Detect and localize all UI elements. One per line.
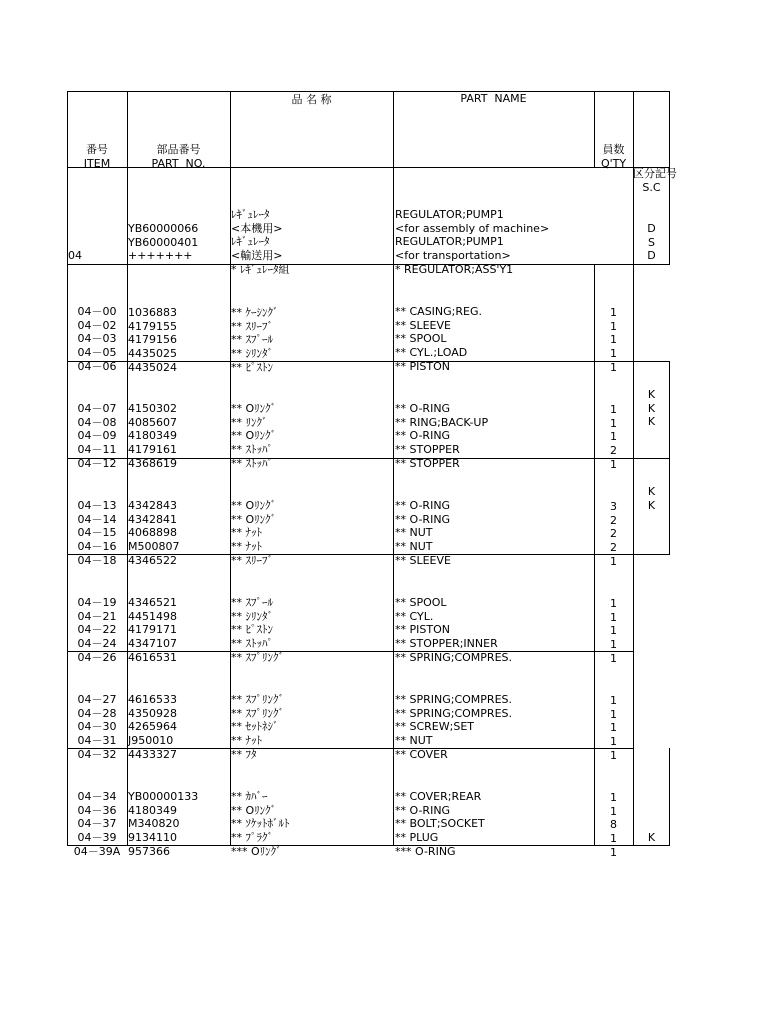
group-6-qty: 1 1 8 1 1 bbox=[610, 791, 617, 859]
group-5-qty: 1 1 1 1 1 bbox=[610, 694, 617, 762]
group-2-part-no: 4150302 4085607 4180349 4179161 4368619 bbox=[128, 402, 177, 470]
group-4-items: 04－19 04－21 04－22 04－24 04－26 bbox=[77, 596, 117, 664]
group-1-qty: 1 1 1 1 1 bbox=[610, 306, 617, 374]
group-3-part-no: 4342843 4342841 4068898 M500807 4346522 bbox=[128, 499, 180, 567]
group-5-jp-name: ** ｽﾌﾟﾘﾝｸﾞ ** ｽﾌﾟﾘﾝｸﾞ ** ｾｯﾄﾈｼﾞ ** ﾅｯﾄ ** ﾌﾀ bbox=[231, 693, 284, 761]
group-0-part-name: REGULATOR;PUMP1 <for assembly of machine> REGULATOR;PUMP1 <for transportation> * REGULATOR;ASS'Y1 bbox=[395, 208, 550, 276]
group-2-part-name: ** O-RING ** RING;BACK-UP ** O-RING ** STOPPER ** STOPPER bbox=[395, 402, 489, 470]
group-0-item: 04 bbox=[68, 249, 82, 262]
header-sc: 区分記号 S.C bbox=[633, 167, 677, 194]
header-jp-name: 品 名 称 bbox=[291, 93, 332, 106]
group-3-qty: 3 2 2 2 1 bbox=[610, 500, 617, 568]
group-5-part-name: ** SPRING;COMPRES. ** SPRING;COMPRES. ** SCREW;SET ** NUT ** COVER bbox=[395, 693, 512, 761]
header-item: 番号 ITEM bbox=[83, 143, 111, 170]
header-qty: 員数 Q'TY bbox=[600, 143, 627, 170]
group-2-qty: 1 1 1 2 1 bbox=[610, 403, 617, 471]
group-4-jp-name: ** ｽﾌﾟｰﾙ ** ｼﾘﾝﾀﾞ ** ﾋﾟｽﾄﾝ ** ｽﾄｯﾊﾟ ** ｽﾌﾟﾘﾝｸﾞ bbox=[231, 596, 284, 664]
group-1-items: 04－00 04－02 04－03 04－05 04－06 bbox=[77, 305, 117, 373]
header-part-no: 部品番号 PART NO. bbox=[151, 143, 206, 170]
group-2-jp-name: ** Oﾘﾝｸﾞ ** ﾘﾝｸﾞ ** Oﾘﾝｸﾞ ** ｽﾄｯﾊﾟ ** ｽﾄｯﾊﾟ bbox=[231, 402, 277, 470]
group-3-items: 04－13 04－14 04－15 04－16 04－18 bbox=[77, 499, 117, 567]
group-0-sc: D S D bbox=[647, 222, 656, 263]
group-2-sc: K K K bbox=[647, 388, 656, 429]
group-1-part-no: 1036883 4179155 4179156 4435025 4435024 bbox=[128, 306, 177, 374]
group-6-jp-name: ** ｶﾊﾞｰ ** Oﾘﾝｸﾞ ** ｿｹｯﾄﾎﾞﾙﾄ ** ﾌﾟﾗｸﾞ *** Oﾘﾝｸﾞ bbox=[231, 790, 290, 858]
group-2-items: 04－07 04－08 04－09 04－11 04－12 bbox=[77, 402, 117, 470]
group-0-part-no: YB60000066 YB60000401 +++++++ bbox=[128, 222, 199, 263]
group-3-jp-name: ** Oﾘﾝｸﾞ ** Oﾘﾝｸﾞ ** ﾅｯﾄ ** ﾅｯﾄ ** ｽﾘｰﾌﾞ bbox=[231, 499, 277, 567]
group-5-items: 04－27 04－28 04－30 04－31 04－32 bbox=[77, 693, 117, 761]
column-divider-jpname bbox=[393, 91, 394, 846]
group-0-jp-name: ﾚｷﾞｭﾚｰﾀ <本機用> ﾚｷﾞｭﾚｰﾀ <輸送用> * ﾚｷﾞｭﾚｰﾀ組 bbox=[231, 208, 290, 276]
group-4-part-name: ** SPOOL ** CYL. ** PISTON ** STOPPER;INNER ** SPRING;COMPRES. bbox=[395, 596, 512, 664]
group-6-part-name: ** COVER;REAR ** O-RING ** BOLT;SOCKET ** PLUG *** O-RING bbox=[395, 790, 485, 858]
group-3-sc: K K bbox=[647, 485, 656, 512]
group-6-items: 04－34 04－36 04－37 04－39 04－39A bbox=[73, 790, 121, 858]
group-5-part-no: 4616533 4350928 4265964 J950010 4433327 bbox=[128, 693, 177, 761]
group-6-part-no: YB00000133 4180349 M340820 9134110 957366 bbox=[128, 790, 199, 858]
group-4-qty: 1 1 1 1 1 bbox=[610, 597, 617, 665]
group-1-jp-name: ** ｹｰｼﾝｸﾞ ** ｽﾘｰﾌﾞ ** ｽﾌﾟｰﾙ ** ｼﾘﾝﾀﾞ ** ﾋﾟｽﾄﾝ bbox=[231, 306, 279, 374]
header-part-name: PART NAME bbox=[460, 92, 527, 105]
group-4-part-no: 4346521 4451498 4179171 4347107 4616531 bbox=[128, 596, 177, 664]
group-6-sc: K bbox=[647, 831, 656, 844]
group-3-part-name: ** O-RING ** O-RING ** NUT ** NUT ** SLEEVE bbox=[395, 499, 451, 567]
group-1-part-name: ** CASING;REG. ** SLEEVE ** SPOOL ** CYL.;LOAD ** PISTON bbox=[395, 305, 483, 373]
